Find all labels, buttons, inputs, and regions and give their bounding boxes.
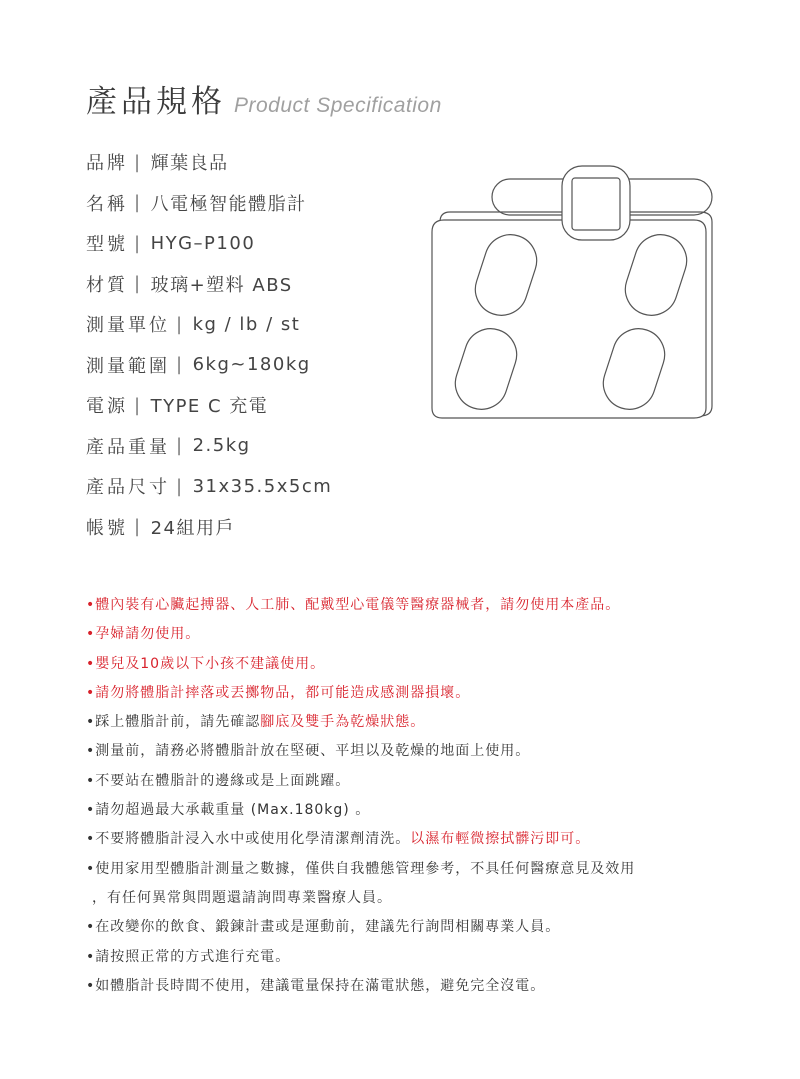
spec-value: 2.5kg: [192, 435, 251, 457]
body-fat-scale-illustration: [424, 160, 724, 424]
spec-label: 電源: [86, 396, 128, 418]
note-text: 請按照正常的方式進行充電。: [95, 948, 291, 965]
note-item: [86, 767, 736, 796]
spec-row-range: [86, 345, 332, 386]
title-english: Product Specification: [234, 94, 442, 117]
scale-line-drawing: [424, 160, 724, 424]
note-warning-text: 體內裝有心臟起搏器、人工肺、配戴型心電儀等醫療器械者，請勿使用本產品。: [95, 597, 621, 613]
note-item: [86, 591, 736, 620]
note-text: 請勿超過最大承載重量 (Max.180kg) 。: [95, 802, 371, 819]
note-text: 如體脂計長時間不使用，建議電量保持在滿電狀態，避免完全沒電。: [95, 977, 546, 994]
note-text: 踩上體脂計前，請先確認: [95, 714, 261, 731]
spec-label: 名稱: [86, 193, 128, 215]
note-warning-text: 腳底及雙手為乾燥狀態。: [260, 714, 426, 731]
spec-row-model: [86, 223, 332, 264]
note-warning-text: 以濕布輕微擦拭髒污即可。: [410, 831, 591, 848]
note-bullet: •: [86, 684, 96, 701]
spec-separator: |: [176, 435, 184, 457]
spec-label: 產品尺寸: [86, 477, 170, 499]
spec-value: 八電極智能體脂計: [150, 193, 307, 215]
spec-value: HYG–P100: [150, 232, 256, 254]
note-warning-text: 請勿將體脂計摔落或丟擲物品，都可能造成感測器損壞。: [95, 684, 471, 701]
note-item: [86, 737, 736, 766]
spec-label: 測量單位: [86, 315, 170, 337]
title-chinese: 產品規格: [86, 84, 226, 120]
note-bullet: •: [86, 772, 96, 789]
note-item: [86, 796, 736, 825]
spec-value: 24組用戶: [150, 517, 235, 539]
spec-row-name: [86, 183, 332, 224]
note-bullet: •: [86, 919, 96, 936]
spec-row-size: [86, 466, 332, 507]
spec-value: 6kg~180kg: [192, 354, 311, 376]
spec-value: 輝葉良品: [150, 153, 229, 175]
spec-label: 材質: [86, 274, 128, 296]
note-bullet: •: [86, 860, 96, 877]
spec-value: kg / lb / st: [192, 313, 301, 335]
scale-platform-top: [432, 220, 706, 418]
spec-row-units: [86, 304, 332, 345]
note-bullet: •: [86, 743, 96, 760]
spec-row-power: [86, 385, 332, 426]
note-warning-text: 嬰兒及10歲以下小孩不建議使用。: [95, 655, 326, 672]
spec-separator: |: [134, 151, 142, 173]
note-text: 測量前，請務必將體脂計放在堅硬、平坦以及乾燥的地面上使用。: [95, 743, 531, 760]
spec-label: 測量範圍: [86, 355, 170, 377]
note-bullet: •: [86, 714, 96, 731]
note-bullet: •: [86, 977, 96, 994]
spec-row-accounts: [86, 507, 332, 548]
note-text: 使用家用型體脂計測量之數據，僅供自我體態管理參考，不具任何醫療意見及效用: [95, 860, 636, 877]
precautions-list: [86, 591, 736, 1001]
note-text: ，有任何異常與問題還請詢問專業醫療人員。: [92, 889, 392, 906]
note-bullet: •: [86, 802, 96, 819]
note-bullet: •: [86, 626, 96, 643]
spec-row-brand: [86, 142, 332, 183]
spec-list: [86, 142, 332, 547]
note-item: [86, 620, 736, 649]
note-item: [86, 825, 736, 854]
note-item: [86, 650, 736, 679]
spec-value: 玻璃+塑料 ABS: [150, 274, 293, 296]
note-bullet: •: [86, 831, 96, 848]
spec-separator: |: [176, 354, 184, 376]
note-text: 在改變你的飲食、鍛鍊計畫或是運動前，建議先行詢問相關專業人員。: [95, 919, 561, 936]
spec-value: TYPE C 充電: [150, 396, 269, 418]
note-bullet: •: [86, 597, 96, 613]
note-text: 不要站在體脂計的邊緣或是上面跳躍。: [95, 772, 351, 789]
note-item: [86, 943, 736, 972]
note-item: [86, 972, 736, 1001]
note-text: 不要將體脂計浸入水中或使用化學清潔劑清洗。: [95, 831, 411, 848]
spec-separator: |: [134, 273, 142, 295]
note-bullet: •: [86, 655, 96, 672]
note-bullet: •: [86, 948, 96, 965]
note-item: [86, 913, 736, 942]
note-item: [86, 708, 736, 737]
spec-separator: |: [176, 313, 184, 335]
spec-row-material: [86, 264, 332, 305]
spec-label: 品牌: [86, 153, 128, 175]
spec-separator: |: [134, 394, 142, 416]
spec-label: 帳號: [86, 517, 128, 539]
spec-separator: |: [134, 516, 142, 538]
note-item: [86, 679, 736, 708]
spec-row-weight: [86, 426, 332, 467]
note-item: [86, 855, 736, 884]
spec-label: 產品重量: [86, 436, 170, 458]
note-item-continuation: [86, 884, 736, 913]
spec-separator: |: [176, 475, 184, 497]
page-title: [86, 76, 442, 121]
spec-separator: |: [134, 192, 142, 214]
spec-value: 31x35.5x5cm: [192, 475, 333, 497]
spec-separator: |: [134, 232, 142, 254]
note-warning-text: 孕婦請勿使用。: [95, 626, 201, 643]
spec-label: 型號: [86, 234, 128, 256]
